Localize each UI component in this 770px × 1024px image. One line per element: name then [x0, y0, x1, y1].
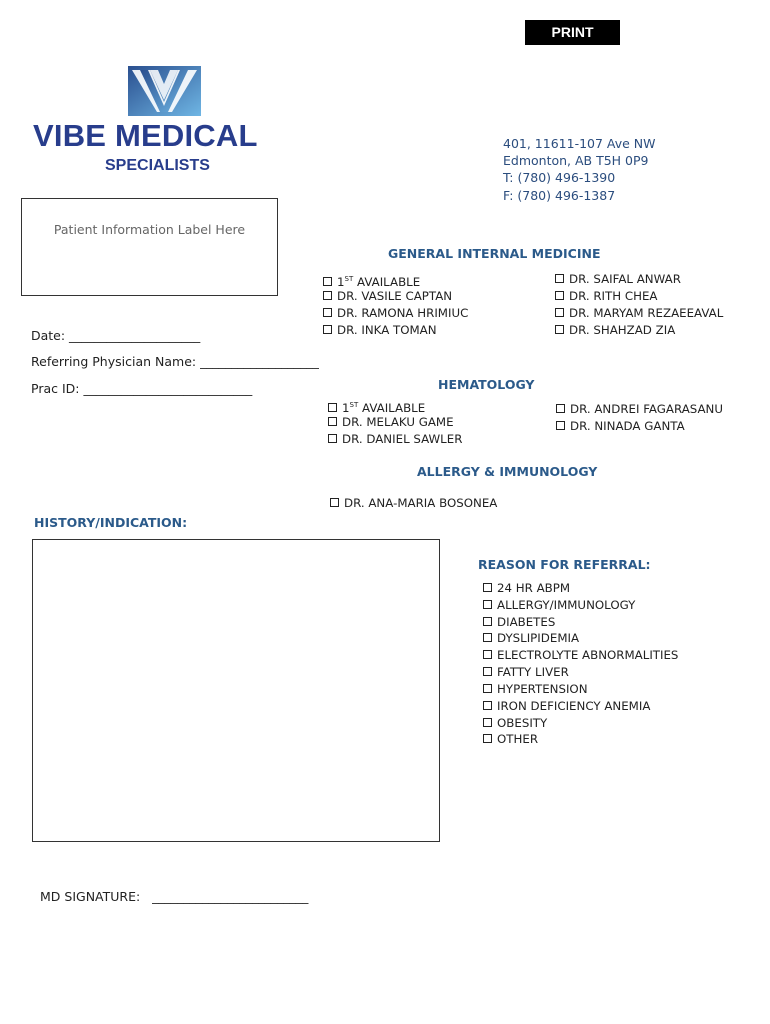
brand-subtitle: SPECIALISTS [105, 157, 210, 174]
checkbox[interactable] [483, 583, 492, 592]
gim-option-captan[interactable]: DR. VASILE CAPTAN [323, 288, 452, 305]
hematology-option-sawler[interactable]: DR. DANIEL SAWLER [328, 431, 462, 448]
checkbox[interactable] [483, 718, 492, 727]
gim-option-toman[interactable]: DR. INKA TOMAN [323, 322, 437, 339]
checkbox[interactable] [483, 600, 492, 609]
gim-option-hrimiuc[interactable]: DR. RAMONA HRIMIUC [323, 305, 468, 322]
reason-option-other[interactable]: OTHER [483, 731, 538, 748]
reason-option-obesity[interactable]: OBESITY [483, 715, 547, 732]
gim-option-first-available[interactable]: 1ST AVAILABLE [323, 271, 420, 291]
gim-option-chea[interactable]: DR. RITH CHEA [555, 288, 658, 305]
patient-label-box[interactable] [21, 198, 278, 296]
reason-option-allergy[interactable]: ALLERGY/IMMUNOLOGY [483, 597, 635, 614]
md-signature-field[interactable]: MD SIGNATURE: _________________________ [40, 889, 309, 904]
checkbox[interactable] [483, 650, 492, 659]
checkbox[interactable] [483, 617, 492, 626]
patient-label-placeholder: Patient Information Label Here [53, 222, 246, 237]
print-button[interactable]: PRINT [525, 20, 620, 45]
reason-option-diabetes[interactable]: DIABETES [483, 614, 555, 631]
reason-option-electrolyte[interactable]: ELECTROLYTE ABNORMALITIES [483, 647, 678, 664]
hematology-option-game[interactable]: DR. MELAKU GAME [328, 414, 454, 431]
checkbox[interactable] [555, 308, 564, 317]
checkbox[interactable] [330, 498, 339, 507]
checkbox[interactable] [328, 403, 337, 412]
checkbox[interactable] [483, 734, 492, 743]
gim-option-rezaeeaval[interactable]: DR. MARYAM REZAEEAVAL [555, 305, 723, 322]
checkbox[interactable] [323, 308, 332, 317]
checkbox[interactable] [555, 274, 564, 283]
checkbox[interactable] [323, 325, 332, 334]
checkbox[interactable] [555, 291, 564, 300]
brand-name: VIBE MEDICAL [33, 118, 258, 153]
referring-physician-field[interactable]: Referring Physician Name: ___________________ [31, 354, 319, 369]
reason-option-iron-deficiency[interactable]: IRON DEFICIENCY ANEMIA [483, 698, 650, 715]
prac-id-field[interactable]: Prac ID: ___________________________ [31, 381, 253, 396]
checkbox[interactable] [323, 277, 332, 286]
vibe-v-logo-icon [128, 66, 201, 116]
hematology-option-ganta[interactable]: DR. NINADA GANTA [556, 418, 685, 435]
address-line1: 401, 11611-107 Ave NW [503, 136, 656, 151]
gim-section-title: GENERAL INTERNAL MEDICINE [388, 246, 601, 261]
history-title: HISTORY/INDICATION: [34, 515, 188, 530]
allergy-option-bosonea[interactable]: DR. ANA-MARIA BOSONEA [330, 495, 497, 512]
hematology-section-title: HEMATOLOGY [438, 377, 535, 392]
address-line2: Edmonton, AB T5H 0P9 [503, 153, 649, 169]
clinic-address [503, 135, 656, 204]
checkbox[interactable] [483, 684, 492, 693]
checkbox[interactable] [483, 667, 492, 676]
allergy-section-title: ALLERGY & IMMUNOLOGY [417, 464, 598, 479]
checkbox[interactable] [556, 421, 565, 430]
gim-option-zia[interactable]: DR. SHAHZAD ZIA [555, 322, 675, 339]
history-textarea[interactable] [32, 539, 440, 842]
reason-option-hypertension[interactable]: HYPERTENSION [483, 681, 588, 698]
checkbox[interactable] [328, 417, 337, 426]
gim-option-anwar[interactable]: DR. SAIFAL ANWAR [555, 271, 681, 288]
checkbox[interactable] [555, 325, 564, 334]
reason-option-fatty-liver[interactable]: FATTY LIVER [483, 664, 569, 681]
checkbox[interactable] [328, 434, 337, 443]
fax-number: F: (780) 496-1387 [503, 187, 616, 203]
checkbox[interactable] [483, 701, 492, 710]
date-field[interactable]: Date: _____________________ [31, 328, 201, 343]
phone-number: T: (780) 496-1390 [503, 170, 616, 186]
checkbox[interactable] [323, 291, 332, 300]
reason-section-title: REASON FOR REFERRAL: [478, 557, 651, 572]
hematology-option-fagarasanu[interactable]: DR. ANDREI FAGARASANU [556, 401, 723, 418]
checkbox[interactable] [556, 404, 565, 413]
reason-option-dyslipidemia[interactable]: DYSLIPIDEMIA [483, 630, 579, 647]
hematology-option-first-available[interactable]: 1ST AVAILABLE [328, 397, 425, 417]
reason-option-abpm[interactable]: 24 HR ABPM [483, 580, 570, 597]
checkbox[interactable] [483, 633, 492, 642]
